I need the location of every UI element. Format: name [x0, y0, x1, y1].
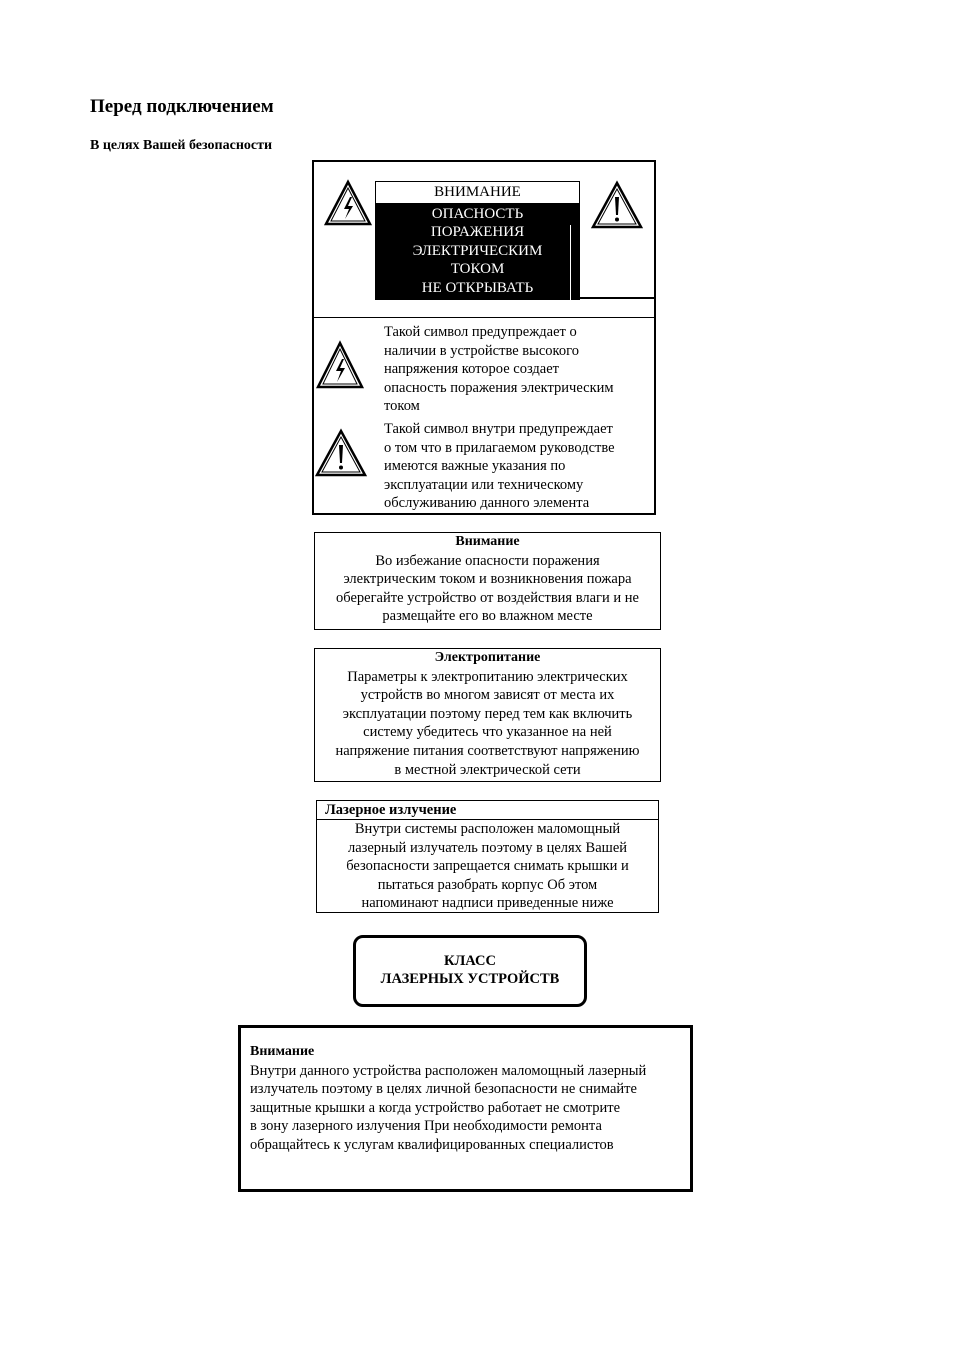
label-line: ПОРАЖЕНИЯ — [430, 224, 525, 241]
text-line: размещайте его во влажном месте — [382, 608, 593, 625]
panel-divider — [314, 317, 654, 318]
panel-divider — [580, 297, 656, 299]
text-line: Внутри системы расположен маломощный — [354, 821, 621, 837]
text-line: обслуживанию данного элемента — [384, 495, 590, 512]
label-line: ТОКОМ — [450, 261, 505, 278]
text-line: безопасности запрещается снимать крышки и — [346, 858, 629, 875]
class-line: КЛАСС — [443, 953, 496, 969]
text-line: в местной электрической сети — [394, 761, 581, 778]
caution-notice — [314, 532, 661, 630]
text-line: обращайтесь к услугам квалифицированных специалистов — [250, 1136, 614, 1153]
lightning-explanation — [384, 323, 649, 416]
notice-title: Внимание — [455, 534, 520, 549]
notice-title: Лазерное излучение — [317, 801, 658, 820]
text-line: эксплуатации поэтому перед тем как включить — [342, 705, 633, 722]
lightning-triangle-icon — [315, 340, 365, 390]
page-title: Перед подключением — [90, 96, 274, 117]
text-line: током — [384, 398, 420, 415]
danger-label — [375, 181, 580, 300]
label-line: НЕ ОТКРЫВАТЬ — [421, 279, 534, 296]
text-line: напряжение питания соответствуют напряжению — [335, 742, 640, 759]
power-notice — [314, 648, 661, 782]
text-line: лазерный излучатель поэтому в целях Вашей — [347, 839, 628, 856]
laser-class-label — [353, 935, 587, 1007]
text-line: напряжения которое создает — [384, 361, 559, 378]
text-line: Во избежание опасности поражения — [375, 552, 600, 569]
text-line: опасность поражения электрическим — [384, 379, 614, 396]
text-line: электрическим током и возникновения пожара — [343, 571, 632, 588]
notice-title: Внимание — [250, 1044, 315, 1059]
label-divider — [570, 225, 571, 317]
text-line: пытаться разобрать корпус Об этом — [377, 876, 598, 893]
text-line: имеются важные указания по — [384, 458, 566, 475]
text-line: в зону лазерного излучения При необходимости ремонта — [250, 1118, 602, 1135]
section-subtitle: В целях Вашей безопасности — [90, 138, 273, 153]
text-line: оберегайте устройство от воздействия влаги и не — [336, 589, 639, 606]
label-line: ОПАСНОСТЬ — [431, 206, 524, 222]
text-line: излучатель поэтому в целях личной безопасности не снимайте — [250, 1081, 637, 1098]
text-line: Параметры к электропитанию электрических — [347, 668, 628, 685]
text-line: эксплуатации или техническому — [384, 476, 584, 493]
exclamation-triangle-icon — [590, 180, 644, 230]
text-line: устройств во многом зависят от места их — [360, 687, 615, 704]
text-line: защитные крышки а когда устройство работает не смотрите — [250, 1099, 621, 1116]
laser-notice — [316, 800, 659, 913]
label-title: ВНИМАНИЕ — [434, 184, 521, 200]
text-line: наличии в устройстве высокого — [384, 342, 579, 359]
panel-divider — [578, 278, 579, 298]
lightning-triangle-icon — [323, 179, 373, 227]
exclamation-explanation — [384, 420, 652, 513]
text-line: Такой символ внутри предупреждает — [384, 421, 613, 437]
laser-caution-notice — [238, 1025, 693, 1192]
exclamation-triangle-icon — [314, 428, 368, 478]
text-line: напоминают надписи приведенные ниже — [361, 895, 614, 912]
text-line: Внутри данного устройства расположен маломощный лазерный — [250, 1062, 647, 1079]
text-line: Такой символ предупреждает о — [384, 324, 577, 340]
class-line: ЛАЗЕРНЫХ УСТРОЙСТВ — [380, 971, 560, 987]
label-black-field — [376, 203, 579, 299]
text-line: систему убедитесь что указанное на ней — [363, 724, 612, 741]
warning-panel — [312, 160, 656, 515]
text-line: о том что в прилагаемом руководстве — [384, 439, 615, 456]
label-line: ЭЛЕКТРИЧЕСКИМ — [412, 242, 543, 259]
notice-title: Электропитание — [434, 650, 541, 665]
